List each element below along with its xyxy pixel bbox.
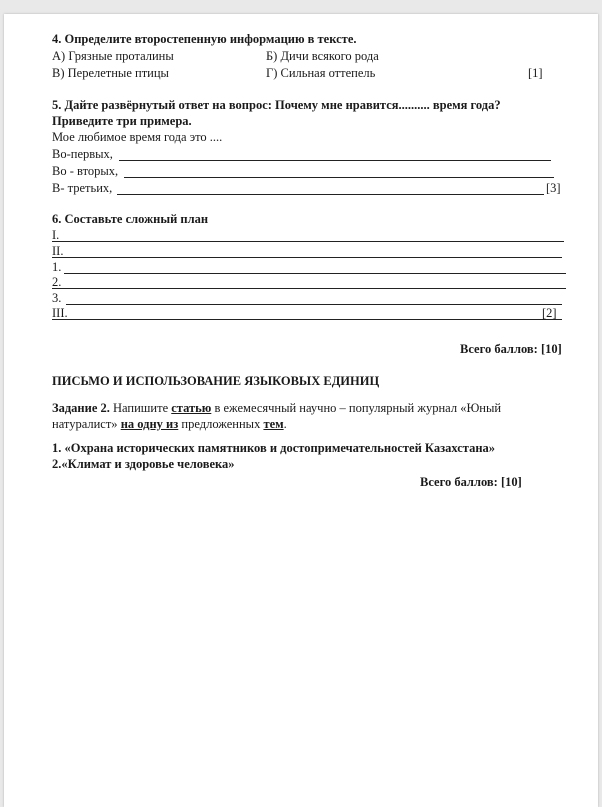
q4-option-a: А) Грязные проталины [52,49,174,63]
task2-line2-a: натуралист» [52,417,121,431]
q6-points: [2] [542,306,557,320]
task2-text-a: Напишите [109,401,172,415]
q6-plan-line-2[interactable] [52,257,562,258]
q5-title-line2: Приведите три примера. [52,114,192,128]
task2-word-article: статью [171,401,212,415]
q5-third-label: В- третьих, [52,181,113,195]
task2-line2-c: . [283,417,287,431]
task2-line1 [52,401,501,416]
task2-line2-b: предложенных [178,417,264,431]
q5-intro: Мое любимое время года это .... [52,130,223,144]
q4-option-b: Б) Дичи всякого рода [266,49,379,63]
q6-plan-line-4[interactable] [52,288,566,289]
q6-title: 6. Составьте сложный план [52,212,209,226]
q6-plan-line-6[interactable] [52,319,562,320]
q5-points: [3] [546,181,561,195]
q6-plan-item-3: 1. [52,260,62,274]
section-title: ПИСЬМО И ИСПОЛЬЗОВАНИЕ ЯЗЫКОВЫХ ЕДИНИЦ [52,374,380,388]
q4-title: 4. Определите второстепенную информацию в тексте. [52,32,357,46]
q5-third-answer-line[interactable] [117,194,544,195]
topic-2: 2.«Климат и здоровье человека» [52,457,235,471]
total-score-1: Всего баллов: [10] [460,342,562,356]
q6-plan-item-6: III. [52,306,68,320]
task2-label: Задание 2. [52,401,110,415]
q5-second-answer-line[interactable] [124,177,554,178]
task2-text-b: в ежемесячный научно – популярный журнал «Юный [211,401,502,415]
task2-word-one-of: на одну из [120,417,179,431]
q4-points: [1] [528,66,543,80]
q6-plan-line-3[interactable] [64,273,566,274]
document-page [4,14,598,807]
q6-plan-line-5[interactable] [66,304,562,305]
q4-option-c: В) Перелетные птицы [52,66,169,80]
q6-plan-line-1[interactable] [52,241,564,242]
q5-first-label: Во-первых, [52,147,113,161]
q5-title-line1: 5. Дайте развёрнутый ответ на вопрос: Почему мне нравится.......... время года? [52,98,501,112]
q5-first-answer-line[interactable] [119,160,551,161]
task2-line2 [52,417,287,432]
q4-option-d: Г) Сильная оттепель [266,66,376,80]
total-score-2: Всего баллов: [10] [420,475,522,489]
q5-second-label: Во - вторых, [52,164,119,178]
q6-plan-item-4: 2. [52,275,62,289]
topic-1: 1. «Охрана исторических памятников и достопримечательностей Казахстана» [52,441,496,455]
q6-plan-item-1: I. [52,228,60,242]
q6-plan-item-5: 3. [52,291,62,305]
task2-word-topics: тем [263,417,284,431]
q6-plan-item-2: II. [52,244,64,258]
